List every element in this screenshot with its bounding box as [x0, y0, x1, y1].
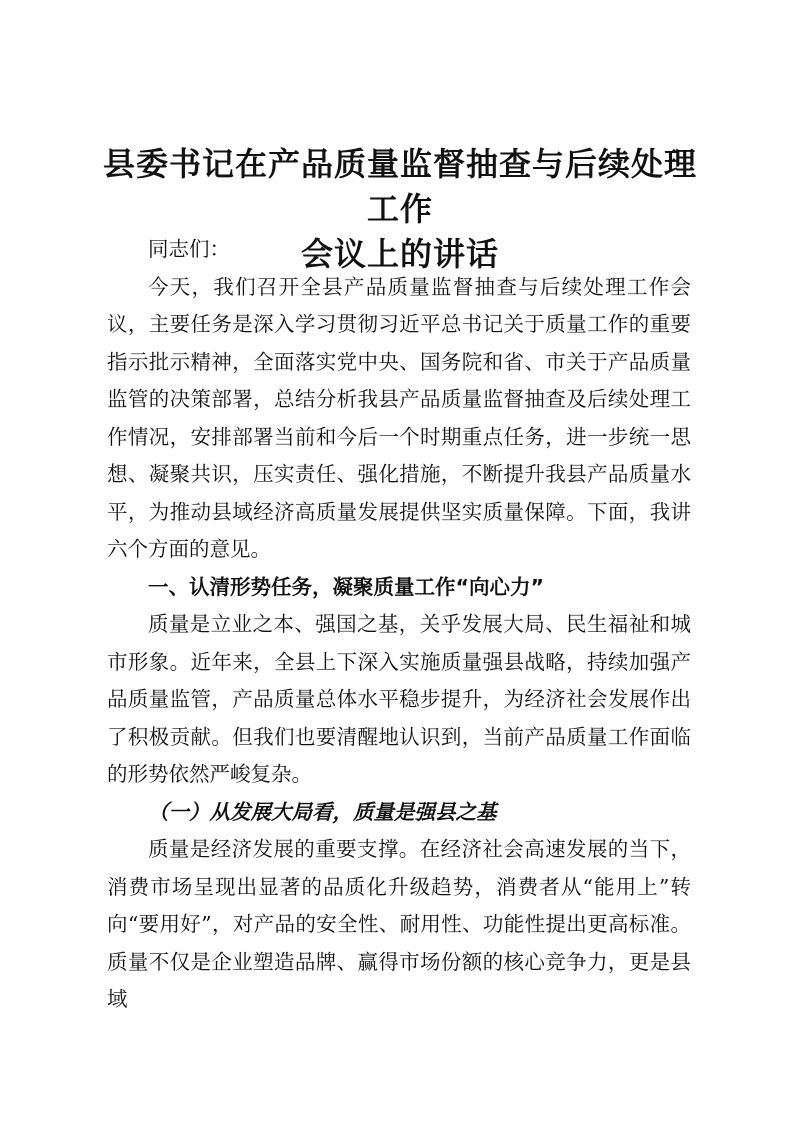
title-line-2: 会议上的讲话 [300, 235, 499, 273]
intro-paragraph: 今天，我们召开全县产品质量监督抽查与后续处理工作会议，主要任务是深入学习贯彻习近平总书记关于质量工作的重要指示批示精神，全面落实党中央、国务院和省、市关于产品质量监管的决策部署，总结分析我县产品质量监督抽查及后续处理工作情况，安排部署当前和今后一个时期重点任务，进一步统一思想、凝聚共识，压实责任、强化措施，不断提升我县产品质量水平，为推动县域经济高质量发展提供坚实质量保障。下面，我讲六个方面的意见。 [107, 274, 691, 561]
subsection-1-paragraph: 质量是经济发展的重要支撑。在经济社会高速发展的当下，消费市场呈现出显著的品质化升级趋势，消费者从“能用上”转向“要用好”，对产品的安全性、耐用性、功能性提出更高标准。质量不仅是企业塑造品牌、赢得市场份额的核心竞争力，更是县域 [107, 837, 691, 1011]
title-line-1: 县委书记在产品质量监督抽查与后续处理工作 [102, 145, 697, 228]
document-body [107, 231, 691, 1019]
subsection-1-heading: （一）从发展大局看，质量是强县之基 [148, 799, 497, 824]
section-1-heading: 一、认清形势任务，凝聚质量工作“向心力” [148, 574, 544, 599]
salutation: 同志们： [148, 237, 230, 261]
section-1-paragraph: 质量是立业之本、强国之基，关乎发展大局、民生福祉和城市形象。近年来，全县上下深入实施质量强县战略，持续加强产品质量监管，产品质量总体水平稳步提升，为经济社会发展作出了积极贡献。但我们也要清醒地认识到，当前产品质量工作面临的形势依然严峻复杂。 [107, 612, 691, 786]
